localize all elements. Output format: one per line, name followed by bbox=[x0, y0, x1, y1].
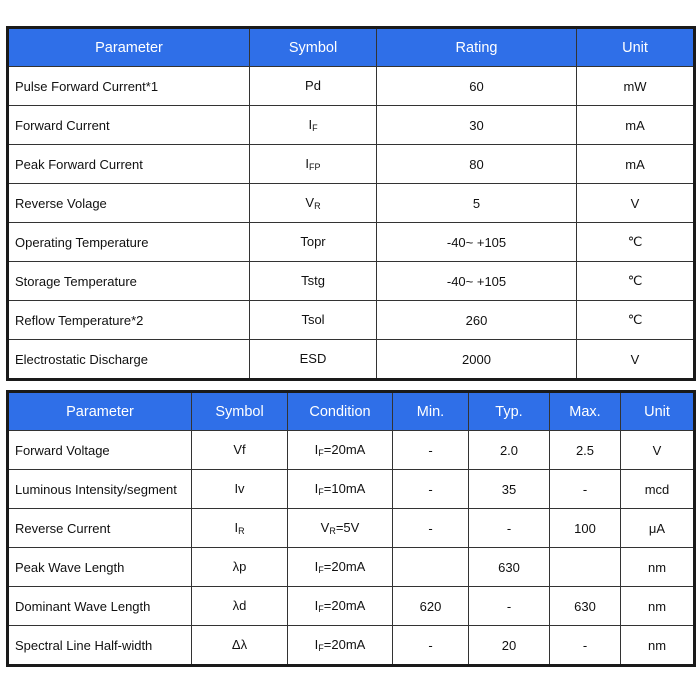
max-cell-text: - bbox=[582, 481, 588, 497]
parameter-cell bbox=[8, 340, 250, 380]
rating-cell bbox=[377, 145, 577, 184]
unit-cell bbox=[577, 145, 695, 184]
min-cell bbox=[393, 470, 469, 509]
condition-cell-text: I bbox=[314, 598, 319, 613]
table-row bbox=[8, 548, 695, 587]
typ-cell bbox=[469, 470, 550, 509]
rating-cell bbox=[377, 301, 577, 340]
typ-cell bbox=[469, 509, 550, 548]
symbol-cell-text: Vf bbox=[233, 442, 246, 457]
max-cell bbox=[550, 548, 621, 587]
parameter-cell-text: Forward Voltage bbox=[15, 442, 110, 458]
symbol-cell-subscript: FP bbox=[309, 162, 321, 172]
condition-cell bbox=[288, 548, 393, 587]
symbol-cell-text: Iv bbox=[234, 481, 245, 496]
max-cell-text: - bbox=[582, 637, 588, 653]
parameter-cell bbox=[8, 431, 192, 470]
typ-cell-text: 20 bbox=[501, 637, 517, 653]
header-unit: Unit bbox=[621, 392, 695, 431]
table-row bbox=[8, 626, 695, 666]
header-typ: Typ. bbox=[469, 392, 550, 431]
typ-cell bbox=[469, 626, 550, 666]
max-cell bbox=[550, 470, 621, 509]
symbol-cell bbox=[250, 106, 377, 145]
condition-cell-subscript: F bbox=[318, 604, 324, 614]
parameter-cell bbox=[8, 67, 250, 106]
table-row bbox=[8, 223, 695, 262]
parameter-cell-text: Reverse Volage bbox=[15, 195, 107, 211]
header-condition: Condition bbox=[288, 392, 393, 431]
unit-cell-text: mcd bbox=[644, 481, 670, 497]
condition-cell-text: =20mA bbox=[323, 559, 366, 574]
symbol-cell-text: Pd bbox=[305, 78, 321, 93]
typ-cell bbox=[469, 548, 550, 587]
min-cell-text: - bbox=[428, 481, 433, 497]
header-symbol: Symbol bbox=[192, 392, 288, 431]
symbol-cell-text: I bbox=[305, 156, 310, 171]
symbol-cell bbox=[192, 626, 288, 666]
header-rating: Rating bbox=[377, 28, 577, 67]
unit-cell-text: nm bbox=[647, 559, 667, 575]
header-min: Min. bbox=[393, 392, 469, 431]
unit-cell-text: V bbox=[630, 351, 640, 367]
table-row bbox=[8, 145, 695, 184]
table-row bbox=[8, 587, 695, 626]
condition-cell bbox=[288, 431, 393, 470]
unit-cell bbox=[577, 67, 695, 106]
symbol-cell-text: I bbox=[308, 117, 313, 132]
condition-cell-text: V bbox=[320, 520, 330, 535]
parameter-cell bbox=[8, 626, 192, 666]
table-row bbox=[8, 184, 695, 223]
rating-cell bbox=[377, 184, 577, 223]
rating-cell bbox=[377, 223, 577, 262]
parameter-cell-text: Peak Wave Length bbox=[15, 559, 125, 575]
parameter-cell-text: Luminous Intensity/segment bbox=[15, 481, 177, 497]
parameter-cell bbox=[8, 184, 250, 223]
max-cell-text: 2.5 bbox=[575, 442, 595, 458]
symbol-cell-subscript: F bbox=[312, 123, 318, 133]
parameter-cell-text: Peak Forward Current bbox=[15, 156, 143, 172]
unit-cell-text: nm bbox=[647, 598, 667, 614]
unit-cell bbox=[621, 587, 695, 626]
min-cell-text: - bbox=[428, 520, 433, 536]
rating-cell-text: 2000 bbox=[462, 351, 491, 367]
symbol-cell bbox=[250, 67, 377, 106]
parameter-cell bbox=[8, 301, 250, 340]
symbol-cell-text: λp bbox=[232, 559, 247, 574]
symbol-cell-text: I bbox=[234, 520, 239, 535]
symbol-cell bbox=[250, 184, 377, 223]
min-cell bbox=[393, 509, 469, 548]
unit-cell bbox=[577, 184, 695, 223]
rating-cell bbox=[377, 106, 577, 145]
rating-cell-text: 260 bbox=[465, 312, 488, 328]
rating-cell-text: -40~ +105 bbox=[446, 273, 507, 289]
condition-cell-text: =10mA bbox=[323, 481, 366, 496]
unit-cell bbox=[577, 223, 695, 262]
unit-cell bbox=[621, 470, 695, 509]
table-row bbox=[8, 262, 695, 301]
typ-cell-text: - bbox=[506, 520, 512, 536]
rating-cell-text: 30 bbox=[469, 117, 484, 133]
header-row bbox=[8, 28, 695, 67]
table-row bbox=[8, 106, 695, 145]
unit-cell-text: nm bbox=[647, 637, 667, 653]
symbol-cell-text: V bbox=[305, 195, 315, 210]
header-parameter: Parameter bbox=[8, 28, 250, 67]
absolute-max-ratings-table bbox=[6, 26, 696, 381]
parameter-cell-text: Forward Current bbox=[15, 117, 110, 133]
unit-cell bbox=[621, 626, 695, 666]
min-cell bbox=[393, 548, 469, 587]
unit-cell bbox=[577, 106, 695, 145]
condition-cell-text: I bbox=[314, 637, 319, 652]
symbol-cell-subscript: R bbox=[238, 526, 245, 536]
unit-cell bbox=[621, 431, 695, 470]
condition-cell-subscript: R bbox=[329, 526, 336, 536]
unit-cell bbox=[577, 301, 695, 340]
min-cell-text: 620 bbox=[419, 598, 442, 614]
parameter-cell bbox=[8, 548, 192, 587]
symbol-cell bbox=[250, 145, 377, 184]
electro-optical-table bbox=[6, 390, 696, 667]
symbol-cell-text: λd bbox=[232, 598, 247, 613]
max-cell bbox=[550, 587, 621, 626]
symbol-cell bbox=[192, 431, 288, 470]
table-row bbox=[8, 340, 695, 380]
parameter-cell bbox=[8, 106, 250, 145]
condition-cell bbox=[288, 626, 393, 666]
symbol-cell bbox=[192, 587, 288, 626]
typ-cell-text: 35 bbox=[501, 481, 517, 497]
unit-cell bbox=[577, 340, 695, 380]
parameter-cell bbox=[8, 509, 192, 548]
condition-cell-text: =20mA bbox=[323, 598, 366, 613]
unit-cell bbox=[621, 548, 695, 587]
max-cell bbox=[550, 626, 621, 666]
unit-cell-text: ℃ bbox=[627, 312, 643, 327]
unit-cell-text: μA bbox=[648, 520, 666, 536]
condition-cell-text: I bbox=[314, 481, 319, 496]
rating-cell bbox=[377, 262, 577, 301]
unit-cell-text: mA bbox=[625, 156, 645, 172]
symbol-cell bbox=[192, 548, 288, 587]
unit-cell-text: V bbox=[652, 442, 662, 458]
parameter-cell bbox=[8, 470, 192, 509]
condition-cell-text: I bbox=[314, 442, 319, 457]
symbol-cell bbox=[250, 340, 377, 380]
condition-cell-text: =20mA bbox=[323, 637, 366, 652]
condition-cell-subscript: F bbox=[318, 487, 324, 497]
min-cell bbox=[393, 431, 469, 470]
symbol-cell-text: Δλ bbox=[231, 637, 248, 652]
unit-cell-text: V bbox=[630, 195, 640, 211]
header-row bbox=[8, 392, 695, 431]
header-max: Max. bbox=[550, 392, 621, 431]
parameter-cell-text: Reflow Temperature*2 bbox=[15, 312, 144, 328]
rating-cell bbox=[377, 340, 577, 380]
max-cell-text: 100 bbox=[574, 520, 596, 536]
parameter-cell bbox=[8, 587, 192, 626]
condition-cell-subscript: F bbox=[318, 448, 324, 458]
table-row bbox=[8, 509, 695, 548]
condition-cell-text: =5V bbox=[335, 520, 360, 535]
unit-cell-text: ℃ bbox=[627, 234, 643, 249]
table-row bbox=[8, 301, 695, 340]
max-cell bbox=[550, 431, 621, 470]
condition-cell bbox=[288, 470, 393, 509]
table-row bbox=[8, 470, 695, 509]
typ-cell bbox=[469, 587, 550, 626]
symbol-cell-subscript: R bbox=[314, 201, 321, 211]
symbol-cell-text: Topr bbox=[300, 234, 326, 249]
rating-cell-text: 80 bbox=[469, 156, 484, 172]
parameter-cell-text: Dominant Wave Length bbox=[15, 598, 151, 614]
rating-cell-text: 5 bbox=[472, 195, 481, 211]
symbol-cell bbox=[250, 262, 377, 301]
rating-cell-text: -40~ +105 bbox=[446, 234, 507, 250]
condition-cell bbox=[288, 509, 393, 548]
min-cell bbox=[393, 587, 469, 626]
condition-cell-subscript: F bbox=[318, 643, 324, 653]
symbol-cell-text: Tstg bbox=[301, 273, 325, 288]
typ-cell-text: 630 bbox=[498, 559, 520, 575]
header-unit: Unit bbox=[577, 28, 695, 67]
unit-cell-text: ℃ bbox=[627, 273, 643, 288]
symbol-cell bbox=[192, 509, 288, 548]
typ-cell-text: - bbox=[506, 598, 512, 614]
min-cell-text: - bbox=[428, 442, 433, 458]
parameter-cell-text: Operating Temperature bbox=[15, 234, 149, 250]
symbol-cell bbox=[250, 301, 377, 340]
table-row bbox=[8, 431, 695, 470]
symbol-cell bbox=[192, 470, 288, 509]
symbol-cell-text: Tsol bbox=[301, 312, 325, 327]
table-row bbox=[8, 67, 695, 106]
condition-cell-text: I bbox=[314, 559, 319, 574]
min-cell bbox=[393, 626, 469, 666]
symbol-cell-text: ESD bbox=[299, 351, 327, 366]
typ-cell bbox=[469, 431, 550, 470]
min-cell-text: - bbox=[428, 637, 433, 653]
unit-cell bbox=[577, 262, 695, 301]
parameter-cell bbox=[8, 145, 250, 184]
condition-cell-subscript: F bbox=[318, 565, 324, 575]
parameter-cell-text: Reverse Current bbox=[15, 520, 111, 536]
parameter-cell-text: Storage Temperature bbox=[15, 273, 137, 289]
unit-cell-text: mW bbox=[623, 78, 647, 94]
max-cell bbox=[550, 509, 621, 548]
header-parameter: Parameter bbox=[8, 392, 192, 431]
rating-cell-text: 60 bbox=[469, 78, 484, 94]
rating-cell bbox=[377, 67, 577, 106]
parameter-cell bbox=[8, 223, 250, 262]
parameter-cell-text: Spectral Line Half-width bbox=[15, 637, 153, 653]
parameter-cell bbox=[8, 262, 250, 301]
condition-cell bbox=[288, 587, 393, 626]
condition-cell-text: =20mA bbox=[323, 442, 366, 457]
max-cell-text: 630 bbox=[574, 598, 596, 614]
unit-cell bbox=[621, 509, 695, 548]
header-symbol: Symbol bbox=[250, 28, 377, 67]
typ-cell-text: 2.0 bbox=[499, 442, 519, 458]
symbol-cell bbox=[250, 223, 377, 262]
unit-cell-text: mA bbox=[625, 117, 645, 133]
parameter-cell-text: Electrostatic Discharge bbox=[15, 351, 148, 367]
parameter-cell-text: Pulse Forward Current*1 bbox=[15, 78, 159, 94]
